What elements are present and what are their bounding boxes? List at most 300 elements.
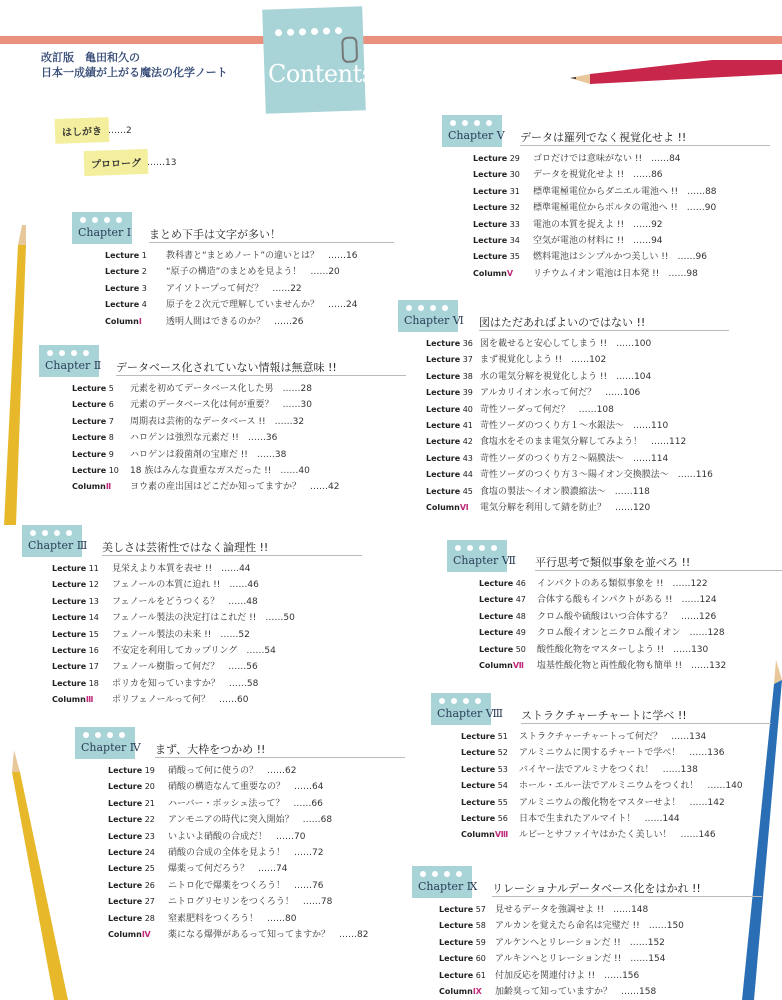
item-kind: Lecture	[473, 170, 508, 180]
item-id	[72, 463, 119, 479]
item-text: 水の電気分解を視覚化しよう !! ……104	[480, 371, 652, 382]
item-text: 食塩の製法～イオン膜濃縮法～ ……118	[480, 486, 650, 497]
item-id	[108, 845, 155, 861]
item-kind: Lecture	[72, 449, 107, 459]
item-id	[72, 397, 114, 413]
item-text: 硝酸の合成の全体を見よう！ ……72	[168, 848, 324, 858]
item-id	[108, 812, 155, 828]
item-kind: Lecture	[439, 921, 474, 931]
item-text: 元素のデータベース化は何が重要？ ……30	[130, 400, 313, 411]
item-number: 14	[86, 613, 99, 623]
item-number: 23	[142, 831, 155, 841]
tab-hole	[479, 545, 485, 551]
tab-hole	[80, 217, 86, 223]
item-text: クロム酸や硫酸はいつ合体する？ ……126	[537, 611, 717, 622]
item-id	[426, 385, 473, 401]
book-title	[41, 50, 228, 80]
item-kind: Lecture	[426, 388, 461, 398]
item-number: 38	[460, 371, 473, 381]
item-kind: Column	[52, 695, 86, 705]
item-id	[426, 418, 473, 434]
item-number: 55	[495, 797, 508, 807]
item-text: フェノールの本質に迫れ !! ……46	[112, 580, 259, 591]
item-number: 47	[513, 595, 526, 605]
item-kind: Lecture	[108, 880, 143, 890]
tab-hole	[83, 732, 89, 738]
item-kind: Lecture	[426, 404, 461, 414]
item-kind: Lecture	[461, 732, 496, 741]
item-kind: Lecture	[72, 466, 107, 475]
item-number: 12	[86, 580, 99, 590]
chapter-title: まとめ下手は文字が多い！	[149, 228, 281, 241]
item-kind: Lecture	[426, 470, 461, 480]
item-id	[479, 576, 526, 592]
item-kind: Column	[439, 987, 473, 996]
item-text: 爆薬って何だろう？ ……74	[168, 864, 288, 875]
item-text: アルカリイオン水って何だ？ ……106	[480, 388, 641, 399]
chapter-title: 平行思考で類似事象を並べろ !!	[535, 556, 691, 569]
item-id	[105, 281, 147, 297]
item-id	[108, 861, 155, 877]
chapter-title: リレーショナルデータベース化をはかれ !!	[492, 882, 701, 895]
item-id	[72, 414, 114, 430]
item-number: 11	[86, 564, 99, 573]
item-text: アルケンへとリレーションだ !! ……152	[495, 937, 665, 948]
item-number: Ⅷ	[494, 830, 509, 840]
item-id	[52, 643, 99, 659]
item-number: 51	[495, 732, 508, 741]
item-kind: Lecture	[473, 252, 508, 262]
item-id	[473, 184, 520, 200]
item-id	[426, 500, 469, 516]
item-id	[426, 467, 473, 483]
item-id	[108, 927, 151, 943]
item-text: 酸性酸化物をマスターしよう !! ……130	[537, 644, 709, 655]
item-kind: Lecture	[52, 629, 87, 639]
item-text: 図を載せると安心してしまう !! ……100	[480, 339, 652, 349]
tab-hole	[475, 698, 481, 704]
item-number: 33	[507, 219, 520, 229]
tab-hole	[450, 120, 456, 126]
item-kind: Lecture	[473, 203, 508, 213]
item-kind: Lecture	[52, 580, 87, 590]
tab-hole	[42, 530, 48, 536]
item-id	[426, 451, 473, 467]
item-kind: Lecture	[479, 595, 514, 605]
item-id	[461, 745, 508, 761]
tab-hole	[54, 530, 60, 536]
item-text: 電気分解を利用して錆を防止？ ……120	[480, 503, 651, 513]
chapter-rule	[521, 723, 771, 724]
tab-hole	[462, 120, 468, 126]
blue-pencil-icon	[740, 660, 782, 1000]
item-id	[105, 248, 147, 264]
item-number: 52	[495, 748, 508, 758]
item-text: 苛性ソーダのつくり方２～隔膜法～ ……114	[480, 453, 669, 464]
chapter-label: Chapter Ⅴ	[448, 129, 505, 142]
item-id	[72, 479, 111, 495]
item-id	[72, 430, 114, 446]
item-id	[108, 829, 155, 845]
item-kind: Lecture	[426, 339, 461, 348]
item-number: 44	[460, 470, 473, 480]
item-id	[108, 878, 155, 894]
chapter-label: Chapter Ⅳ	[81, 741, 141, 754]
item-text: ポリフェノールって何？ ……60	[112, 695, 249, 706]
item-id	[426, 484, 473, 500]
chapter-title: 美しさは芸術性ではなく論理性 !!	[102, 541, 269, 554]
item-id	[426, 434, 473, 450]
item-text: データを視覚化せよ !! ……86	[533, 170, 663, 181]
item-number: 49	[513, 628, 526, 638]
tab-hole	[442, 305, 448, 311]
item-text: 標準電極電位からダニエル電池へ !! ……88	[533, 186, 717, 197]
item-kind: Lecture	[461, 814, 496, 823]
item-number: Ⅶ	[512, 661, 524, 670]
item-number: 43	[460, 453, 473, 463]
item-text: 苛性ソーダって何だ？ ……108	[480, 404, 614, 415]
item-text: 硝酸って何に使うの？ ……62	[168, 766, 297, 776]
item-text: ストラクチャーチャートって何だ？ ……134	[519, 732, 707, 742]
chapter-label: Chapter Ⅲ	[28, 539, 88, 552]
tab-hole	[444, 871, 450, 877]
item-id	[52, 659, 99, 675]
item-kind: Lecture	[52, 564, 87, 573]
item-id	[461, 729, 508, 745]
item-text: 合体する酸もインパクトがある !! ……124	[537, 595, 717, 606]
item-number: 60	[473, 954, 486, 964]
item-number: 8	[106, 433, 114, 443]
item-text: ニトログリセリンをつくろう！ ……78	[168, 897, 333, 908]
item-id	[108, 763, 155, 779]
item-text: いよいよ硝酸の合成だ！ ……70	[168, 831, 306, 842]
tab-hole	[66, 530, 72, 536]
tab-hole	[30, 530, 36, 536]
item-kind: Lecture	[52, 596, 87, 606]
item-text: ヨウ素の産出国はどこだか知ってますか？ ……42	[130, 482, 340, 493]
tab-hole	[463, 698, 469, 704]
tab-hole	[406, 305, 412, 311]
item-text: 見せるデータを強調せよ !! ……148	[495, 905, 649, 915]
item-kind: Lecture	[52, 646, 87, 655]
item-number: 42	[460, 437, 473, 447]
item-id	[108, 894, 155, 910]
front-note-prologue: プロローグ	[84, 149, 149, 176]
chapter-rule	[535, 570, 782, 571]
item-number: 57	[473, 905, 486, 914]
item-number: 25	[142, 864, 155, 874]
item-text: 加齢臭って知っていますか？ ……158	[495, 987, 657, 997]
item-text: バイヤー法でアルミナをつくれ！ ……138	[519, 764, 698, 775]
item-number: 58	[473, 921, 486, 931]
item-text: フェノールをどうつくる？ ……48	[112, 596, 258, 607]
item-text: 塩基性酸化物と両性酸化物も簡単 !! ……132	[537, 661, 727, 671]
item-number: Ⅵ	[459, 503, 469, 512]
item-kind: Lecture	[461, 797, 496, 807]
item-number: 56	[495, 814, 508, 823]
item-id	[439, 968, 486, 984]
item-number: 21	[142, 798, 155, 808]
item-number: 18	[86, 678, 99, 688]
item-kind: Column	[461, 830, 495, 840]
item-id	[461, 811, 508, 827]
item-text: ハーバー・ボッシュ法って？ ……66	[168, 798, 323, 809]
item-id	[439, 935, 486, 951]
item-text: 教科書と“まとめノート”の違いとは？ ……16	[166, 251, 358, 261]
item-number: 16	[86, 646, 99, 655]
item-text: 日本で生まれたアルマイト！ ……144	[519, 814, 680, 824]
item-text: アイソトープって何だ？ ……22	[166, 283, 302, 294]
item-id	[439, 918, 486, 934]
item-number: 59	[473, 937, 486, 947]
item-number: 19	[142, 766, 155, 775]
item-text: クロム酸イオンとニクロム酸イオン ……128	[537, 628, 725, 639]
item-kind: Lecture	[426, 421, 461, 430]
item-id	[72, 381, 114, 397]
item-kind: Lecture	[52, 678, 87, 688]
item-id	[479, 609, 526, 625]
item-text: アルミニウムに関するチャートで学べ！ ……136	[519, 748, 725, 759]
item-id	[52, 676, 99, 692]
item-kind: Lecture	[108, 848, 143, 857]
tab-hole	[104, 217, 110, 223]
item-id	[426, 352, 473, 368]
item-number: Ⅸ	[472, 987, 482, 996]
item-number: 45	[460, 486, 473, 496]
item-id	[108, 911, 155, 927]
chapter-title: データは羅列でなく視覚化せよ !!	[520, 131, 687, 144]
tab-hole	[107, 732, 113, 738]
item-kind: Lecture	[479, 611, 514, 621]
item-id	[52, 692, 93, 708]
item-text: ルビーとサファイヤはかたく美しい！ ……146	[519, 830, 716, 841]
tab-hole	[116, 217, 122, 223]
item-kind: Column	[108, 930, 142, 939]
item-id	[72, 447, 114, 463]
red-pencil-icon	[570, 60, 782, 120]
item-kind: Lecture	[439, 937, 474, 947]
tab-hole	[92, 217, 98, 223]
item-kind: Lecture	[426, 355, 461, 365]
chapter-rule	[102, 555, 362, 556]
tab-hole	[486, 120, 492, 126]
item-text: 燃料電池はシンプルかつ美しい !! ……96	[533, 252, 707, 263]
item-text: 周期表は芸術的なデータベース !! ……32	[130, 416, 305, 427]
item-kind: Lecture	[473, 219, 508, 229]
tab-hole	[71, 350, 77, 356]
chapter-label: Chapter Ⅶ	[453, 554, 516, 567]
item-number: 5	[106, 384, 114, 393]
item-text: 透明人間はできるのか？ ……26	[166, 316, 304, 327]
item-number: Ⅳ	[141, 930, 151, 939]
item-kind: Lecture	[108, 798, 143, 808]
item-number: 10	[106, 466, 119, 475]
item-id	[105, 314, 142, 330]
book-title-line2: 日本一成績が上がる魔法の化学ノート	[41, 66, 228, 79]
item-number: 24	[142, 848, 155, 857]
item-kind: Lecture	[479, 644, 514, 654]
item-number: 32	[507, 203, 520, 213]
item-id	[426, 402, 473, 418]
item-number: 9	[106, 449, 114, 459]
item-kind: Lecture	[105, 267, 140, 277]
item-text: 空気が電池の材料に !! ……94	[533, 236, 663, 246]
item-kind: Lecture	[108, 913, 143, 923]
item-kind: Column	[72, 482, 106, 492]
item-id	[52, 610, 99, 626]
item-kind: Column	[479, 661, 513, 670]
item-number: 4	[139, 300, 147, 310]
tab-hole	[420, 871, 426, 877]
contents-heading: Contents	[268, 60, 374, 88]
item-id	[461, 795, 508, 811]
item-number: 39	[460, 388, 473, 398]
item-text: 薬になる爆弾があるって知ってますか？ ……82	[168, 930, 369, 940]
tab-hole	[474, 120, 480, 126]
item-text: フェノール製法の未来 !! ……52	[112, 629, 250, 640]
book-title-line1: 改訂版 亀田和久の	[41, 51, 140, 64]
item-text: 見栄えより本質を表せ !! ……44	[112, 564, 251, 574]
item-id	[52, 594, 99, 610]
item-id	[426, 369, 473, 385]
item-kind: Lecture	[72, 433, 107, 443]
item-id	[439, 902, 486, 918]
tab-hole	[59, 350, 65, 356]
item-number: Ⅲ	[85, 695, 94, 705]
chapter-title: まず、大枠をつかめ !!	[155, 743, 266, 756]
tab-hole	[418, 305, 424, 311]
yellow-pencil-icon	[0, 225, 28, 525]
item-kind: Lecture	[479, 579, 514, 588]
item-id	[439, 984, 482, 1000]
chapter-rule	[479, 330, 729, 331]
chapter-label: Chapter Ⅰ	[78, 226, 132, 239]
item-id	[473, 217, 520, 233]
item-text: まず視覚化しよう !! ……102	[480, 355, 607, 366]
item-id	[473, 233, 520, 249]
item-number: 34	[507, 236, 520, 245]
item-id	[473, 200, 520, 216]
item-text: 不安定を利用してカップリング ……54	[112, 646, 276, 656]
item-number: 7	[106, 416, 114, 426]
item-number: 28	[142, 913, 155, 923]
chapter-title: 図はただあればよいのではない !!	[479, 316, 646, 329]
item-id	[439, 951, 486, 967]
item-number: 30	[507, 170, 520, 180]
item-number: 27	[142, 897, 155, 907]
item-number: 54	[495, 781, 508, 791]
item-number: 50	[513, 644, 526, 654]
tab-hole	[451, 698, 457, 704]
item-text: 原子を２次元で理解していませんか？ ……24	[166, 300, 358, 311]
item-number: 41	[460, 421, 473, 430]
tab-hole	[95, 732, 101, 738]
item-id	[479, 625, 526, 641]
chapter-rule	[520, 145, 770, 146]
item-kind: Lecture	[473, 186, 508, 196]
item-text: 標準電極電位からボルタの電池へ !! ……90	[533, 203, 717, 214]
chapter-rule	[116, 375, 406, 376]
item-id	[473, 266, 513, 282]
tab-hole	[47, 350, 53, 356]
item-id	[479, 642, 526, 658]
item-kind: Lecture	[52, 662, 87, 672]
item-number: 36	[460, 339, 473, 348]
item-text: アンモニアの時代に突入開始？ ……68	[168, 815, 333, 826]
item-kind: Column	[473, 268, 507, 278]
tab-hole	[467, 545, 473, 551]
item-text: 苛性ソーダのつくり方３～陽イオン交換膜法～ ……116	[480, 470, 713, 481]
item-id	[473, 151, 520, 167]
item-number: 40	[460, 404, 473, 414]
item-number: 1	[139, 251, 147, 260]
item-id	[461, 762, 508, 778]
item-text: アルカンを覚えたら命名は完璧だ !! ……150	[495, 921, 684, 932]
item-text: フェノール樹脂って何だ？ ……56	[112, 662, 258, 673]
item-id	[108, 796, 155, 812]
item-kind: Lecture	[479, 628, 514, 638]
item-kind: Lecture	[439, 905, 474, 914]
tab-hole	[119, 732, 125, 738]
item-text: 窒素肥料をつくろう！ ……80	[168, 913, 297, 924]
item-id	[52, 577, 99, 593]
item-id	[479, 592, 526, 608]
item-text: ホール・エルー法でアルミニウムをつくれ！ ……140	[519, 781, 743, 792]
item-kind: Lecture	[108, 782, 143, 792]
item-kind: Lecture	[473, 236, 508, 245]
item-text: 硝酸の構造なんて重要なの？ ……64	[168, 782, 324, 793]
item-id	[105, 264, 147, 280]
item-text: 付加反応を関連付けよ !! ……156	[495, 970, 640, 981]
chapter-label: Chapter Ⅷ	[437, 707, 504, 720]
item-kind: Lecture	[108, 864, 143, 874]
item-number: 20	[142, 782, 155, 792]
item-text: ポリカを知っていますか？ ……58	[112, 678, 259, 689]
tab-hole	[491, 545, 497, 551]
item-text: ハロゲンは強烈な元素だ !! ……36	[130, 433, 278, 444]
item-number: 6	[106, 400, 114, 410]
item-kind: Column	[105, 316, 139, 326]
item-number: 13	[86, 596, 99, 606]
item-kind: Lecture	[461, 764, 496, 774]
item-id	[108, 779, 155, 795]
yellow-pencil-2-icon	[10, 750, 70, 1000]
item-kind: Lecture	[426, 371, 461, 381]
item-number: 3	[139, 283, 147, 293]
item-text: ハロゲンは殺菌剤の宝庫だ !! ……38	[130, 449, 287, 460]
item-kind: Lecture	[461, 748, 496, 758]
top-accent-band	[0, 36, 782, 44]
item-text: ニトロ化で爆薬をつくろう！ ……76	[168, 880, 324, 891]
item-text: インパクトのある類似事象を !! ……122	[537, 579, 708, 589]
item-id	[461, 827, 508, 843]
item-text: ゴロだけでは意味がない !! ……84	[533, 154, 681, 164]
tab-hole	[83, 350, 89, 356]
chapter-label: Chapter Ⅱ	[45, 359, 102, 372]
item-kind: Lecture	[72, 416, 107, 426]
item-kind: Lecture	[108, 815, 143, 825]
item-kind: Lecture	[473, 154, 508, 163]
item-kind: Lecture	[108, 766, 143, 775]
item-number: Ⅰ	[138, 316, 142, 326]
item-kind: Lecture	[72, 384, 107, 393]
item-kind: Lecture	[105, 251, 140, 260]
item-number: 48	[513, 611, 526, 621]
card-holes	[275, 19, 348, 41]
item-text: アルキンへとリレーションだ !! ……154	[495, 954, 666, 965]
chapter-label: Chapter Ⅵ	[404, 314, 464, 327]
item-id	[479, 658, 524, 674]
